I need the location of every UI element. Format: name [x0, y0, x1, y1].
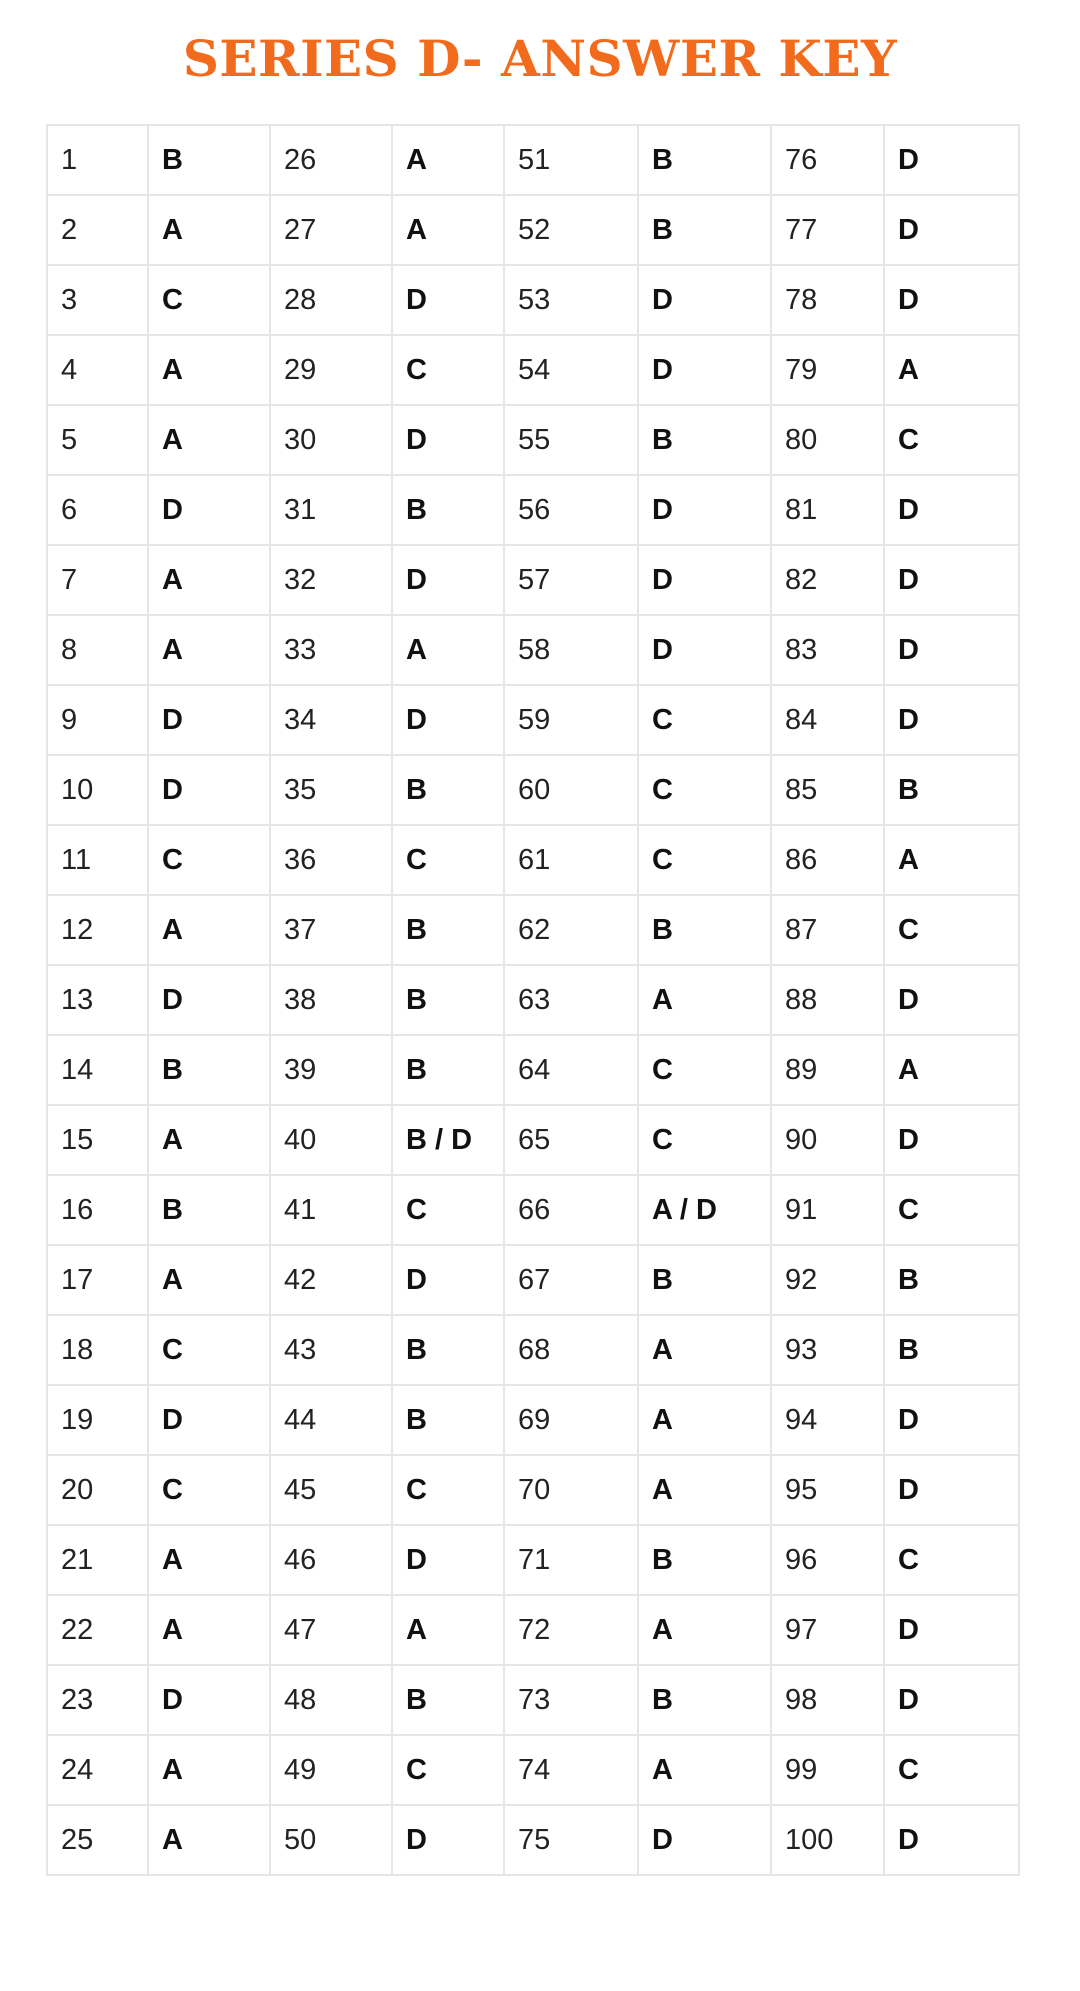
question-number: 97: [771, 1595, 884, 1665]
table-row: [47, 1595, 1019, 1665]
answer-letter: A: [392, 125, 504, 195]
answer-letter: D: [638, 335, 771, 405]
question-number: 9: [47, 685, 148, 755]
answer-letter: D: [884, 1105, 1019, 1175]
question-number: 70: [504, 1455, 638, 1525]
answer-letter: C: [148, 265, 270, 335]
answer-letter: B: [884, 1315, 1019, 1385]
table-row: [47, 1175, 1019, 1245]
answer-key-body: [47, 125, 1019, 1875]
question-number: 38: [270, 965, 392, 1035]
answer-letter: D: [148, 1665, 270, 1735]
answer-letter: B: [884, 1245, 1019, 1315]
answer-letter: A: [148, 1805, 270, 1875]
question-number: 48: [270, 1665, 392, 1735]
answer-letter: A: [884, 1035, 1019, 1105]
question-number: 28: [270, 265, 392, 335]
answer-letter: B: [392, 475, 504, 545]
question-number: 72: [504, 1595, 638, 1665]
answer-letter: B: [392, 965, 504, 1035]
answer-letter: A: [148, 335, 270, 405]
answer-letter: A: [148, 1245, 270, 1315]
answer-letter: A: [392, 195, 504, 265]
question-number: 74: [504, 1735, 638, 1805]
table-row: [47, 755, 1019, 825]
answer-letter: B: [392, 895, 504, 965]
table-row: [47, 1805, 1019, 1875]
answer-letter: B / D: [392, 1105, 504, 1175]
question-number: 34: [270, 685, 392, 755]
question-number: 59: [504, 685, 638, 755]
question-number: 84: [771, 685, 884, 755]
answer-letter: D: [884, 1665, 1019, 1735]
table-row: [47, 1735, 1019, 1805]
question-number: 45: [270, 1455, 392, 1525]
answer-letter: D: [884, 195, 1019, 265]
answer-letter: C: [638, 1035, 771, 1105]
answer-letter: B: [638, 895, 771, 965]
question-number: 65: [504, 1105, 638, 1175]
page-title: SERIES D- ANSWER KEY: [182, 29, 898, 88]
answer-letter: C: [638, 755, 771, 825]
question-number: 49: [270, 1735, 392, 1805]
question-number: 19: [47, 1385, 148, 1455]
answer-letter: B: [392, 1315, 504, 1385]
table-row: [47, 825, 1019, 895]
question-number: 78: [771, 265, 884, 335]
answer-letter: A: [148, 1735, 270, 1805]
answer-letter: D: [884, 685, 1019, 755]
question-number: 86: [771, 825, 884, 895]
question-number: 55: [504, 405, 638, 475]
answer-letter: D: [148, 475, 270, 545]
answer-key-table: [46, 124, 1020, 1876]
answer-letter: C: [884, 1175, 1019, 1245]
answer-letter: D: [148, 1385, 270, 1455]
table-row: [47, 1385, 1019, 1455]
question-number: 79: [771, 335, 884, 405]
question-number: 23: [47, 1665, 148, 1735]
question-number: 64: [504, 1035, 638, 1105]
question-number: 82: [771, 545, 884, 615]
answer-letter: C: [638, 685, 771, 755]
question-number: 85: [771, 755, 884, 825]
question-number: 37: [270, 895, 392, 965]
answer-letter: D: [148, 965, 270, 1035]
table-row: [47, 1525, 1019, 1595]
answer-letter: A: [148, 615, 270, 685]
answer-letter: D: [148, 685, 270, 755]
answer-letter: B: [148, 1035, 270, 1105]
table-row: [47, 1035, 1019, 1105]
question-number: 17: [47, 1245, 148, 1315]
answer-letter: B: [638, 1665, 771, 1735]
question-number: 66: [504, 1175, 638, 1245]
answer-letter: D: [884, 265, 1019, 335]
question-number: 63: [504, 965, 638, 1035]
question-number: 57: [504, 545, 638, 615]
table-row: [47, 335, 1019, 405]
answer-letter: C: [148, 1455, 270, 1525]
question-number: 13: [47, 965, 148, 1035]
answer-letter: B: [392, 1035, 504, 1105]
answer-letter: D: [392, 685, 504, 755]
question-number: 46: [270, 1525, 392, 1595]
question-number: 4: [47, 335, 148, 405]
table-row: [47, 1455, 1019, 1525]
question-number: 58: [504, 615, 638, 685]
answer-letter: D: [148, 755, 270, 825]
answer-letter: B: [392, 755, 504, 825]
answer-letter: D: [638, 615, 771, 685]
question-number: 98: [771, 1665, 884, 1735]
question-number: 91: [771, 1175, 884, 1245]
table-row: [47, 895, 1019, 965]
answer-letter: B: [638, 195, 771, 265]
question-number: 68: [504, 1315, 638, 1385]
table-row: [47, 545, 1019, 615]
answer-letter: A: [884, 825, 1019, 895]
question-number: 67: [504, 1245, 638, 1315]
answer-letter: D: [392, 1525, 504, 1595]
answer-letter: D: [884, 1385, 1019, 1455]
table-row: [47, 1315, 1019, 1385]
question-number: 90: [771, 1105, 884, 1175]
question-number: 5: [47, 405, 148, 475]
answer-letter: D: [392, 545, 504, 615]
answer-letter: C: [392, 1455, 504, 1525]
answer-letter: B: [638, 405, 771, 475]
table-row: [47, 1245, 1019, 1315]
answer-letter: C: [884, 405, 1019, 475]
answer-letter: D: [884, 475, 1019, 545]
answer-letter: A: [148, 405, 270, 475]
answer-letter: D: [884, 1595, 1019, 1665]
question-number: 100: [771, 1805, 884, 1875]
question-number: 10: [47, 755, 148, 825]
answer-letter: B: [884, 755, 1019, 825]
answer-letter: C: [148, 825, 270, 895]
answer-letter: D: [638, 475, 771, 545]
answer-letter: D: [884, 545, 1019, 615]
question-number: 73: [504, 1665, 638, 1735]
question-number: 96: [771, 1525, 884, 1595]
question-number: 21: [47, 1525, 148, 1595]
answer-letter: A: [148, 1595, 270, 1665]
question-number: 29: [270, 335, 392, 405]
question-number: 69: [504, 1385, 638, 1455]
answer-letter: D: [392, 1245, 504, 1315]
answer-letter: D: [392, 265, 504, 335]
question-number: 20: [47, 1455, 148, 1525]
question-number: 35: [270, 755, 392, 825]
question-number: 33: [270, 615, 392, 685]
answer-letter: A: [638, 1595, 771, 1665]
question-number: 77: [771, 195, 884, 265]
question-number: 54: [504, 335, 638, 405]
question-number: 71: [504, 1525, 638, 1595]
answer-letter: A: [148, 1525, 270, 1595]
question-number: 88: [771, 965, 884, 1035]
answer-letter: A: [638, 1455, 771, 1525]
question-number: 14: [47, 1035, 148, 1105]
question-number: 60: [504, 755, 638, 825]
question-number: 92: [771, 1245, 884, 1315]
question-number: 1: [47, 125, 148, 195]
question-number: 62: [504, 895, 638, 965]
question-number: 30: [270, 405, 392, 475]
question-number: 95: [771, 1455, 884, 1525]
question-number: 24: [47, 1735, 148, 1805]
answer-letter: D: [638, 265, 771, 335]
question-number: 76: [771, 125, 884, 195]
question-number: 94: [771, 1385, 884, 1455]
table-row: [47, 405, 1019, 475]
table-row: [47, 195, 1019, 265]
question-number: 3: [47, 265, 148, 335]
table-row: [47, 965, 1019, 1035]
answer-letter: C: [884, 1735, 1019, 1805]
table-row: [47, 265, 1019, 335]
answer-letter: B: [638, 1525, 771, 1595]
question-number: 43: [270, 1315, 392, 1385]
question-number: 31: [270, 475, 392, 545]
question-number: 39: [270, 1035, 392, 1105]
answer-letter: A: [148, 195, 270, 265]
answer-letter: C: [392, 1735, 504, 1805]
answer-letter: B: [392, 1385, 504, 1455]
question-number: 89: [771, 1035, 884, 1105]
answer-letter: B: [638, 125, 771, 195]
answer-letter: A / D: [638, 1175, 771, 1245]
question-number: 12: [47, 895, 148, 965]
answer-letter: A: [392, 615, 504, 685]
answer-letter: D: [884, 125, 1019, 195]
question-number: 44: [270, 1385, 392, 1455]
answer-letter: C: [392, 1175, 504, 1245]
question-number: 27: [270, 195, 392, 265]
answer-letter: D: [884, 965, 1019, 1035]
answer-letter: D: [884, 1455, 1019, 1525]
answer-letter: A: [638, 965, 771, 1035]
answer-letter: C: [884, 895, 1019, 965]
question-number: 26: [270, 125, 392, 195]
question-number: 18: [47, 1315, 148, 1385]
question-number: 11: [47, 825, 148, 895]
answer-letter: D: [392, 1805, 504, 1875]
question-number: 93: [771, 1315, 884, 1385]
answer-letter: C: [638, 1105, 771, 1175]
answer-letter: D: [884, 1805, 1019, 1875]
answer-letter: A: [148, 895, 270, 965]
answer-letter: C: [638, 825, 771, 895]
question-number: 41: [270, 1175, 392, 1245]
answer-letter: B: [392, 1665, 504, 1735]
table-row: [47, 1105, 1019, 1175]
answer-letter: D: [638, 1805, 771, 1875]
page-bottom-edge: [46, 1975, 1018, 1991]
question-number: 36: [270, 825, 392, 895]
answer-letter: B: [638, 1245, 771, 1315]
answer-letter: C: [392, 335, 504, 405]
answer-letter: B: [148, 125, 270, 195]
question-number: 75: [504, 1805, 638, 1875]
answer-letter: A: [148, 545, 270, 615]
question-number: 99: [771, 1735, 884, 1805]
question-number: 2: [47, 195, 148, 265]
question-number: 22: [47, 1595, 148, 1665]
answer-letter: D: [884, 615, 1019, 685]
answer-letter: C: [148, 1315, 270, 1385]
answer-letter: A: [392, 1595, 504, 1665]
question-number: 42: [270, 1245, 392, 1315]
question-number: 8: [47, 615, 148, 685]
answer-letter: C: [884, 1525, 1019, 1595]
question-number: 7: [47, 545, 148, 615]
answer-letter: B: [148, 1175, 270, 1245]
table-row: [47, 685, 1019, 755]
question-number: 25: [47, 1805, 148, 1875]
answer-letter: C: [392, 825, 504, 895]
answer-letter: A: [638, 1735, 771, 1805]
question-number: 87: [771, 895, 884, 965]
question-number: 53: [504, 265, 638, 335]
question-number: 80: [771, 405, 884, 475]
question-number: 81: [771, 475, 884, 545]
question-number: 56: [504, 475, 638, 545]
question-number: 50: [270, 1805, 392, 1875]
table-row: [47, 1665, 1019, 1735]
question-number: 61: [504, 825, 638, 895]
question-number: 16: [47, 1175, 148, 1245]
question-number: 32: [270, 545, 392, 615]
question-number: 47: [270, 1595, 392, 1665]
question-number: 51: [504, 125, 638, 195]
table-row: [47, 475, 1019, 545]
question-number: 83: [771, 615, 884, 685]
answer-letter: A: [148, 1105, 270, 1175]
answer-letter: D: [392, 405, 504, 475]
question-number: 6: [47, 475, 148, 545]
question-number: 15: [47, 1105, 148, 1175]
question-number: 40: [270, 1105, 392, 1175]
answer-letter: A: [638, 1385, 771, 1455]
answer-letter: A: [638, 1315, 771, 1385]
table-row: [47, 125, 1019, 195]
answer-letter: A: [884, 335, 1019, 405]
answer-letter: D: [638, 545, 771, 615]
table-row: [47, 615, 1019, 685]
question-number: 52: [504, 195, 638, 265]
